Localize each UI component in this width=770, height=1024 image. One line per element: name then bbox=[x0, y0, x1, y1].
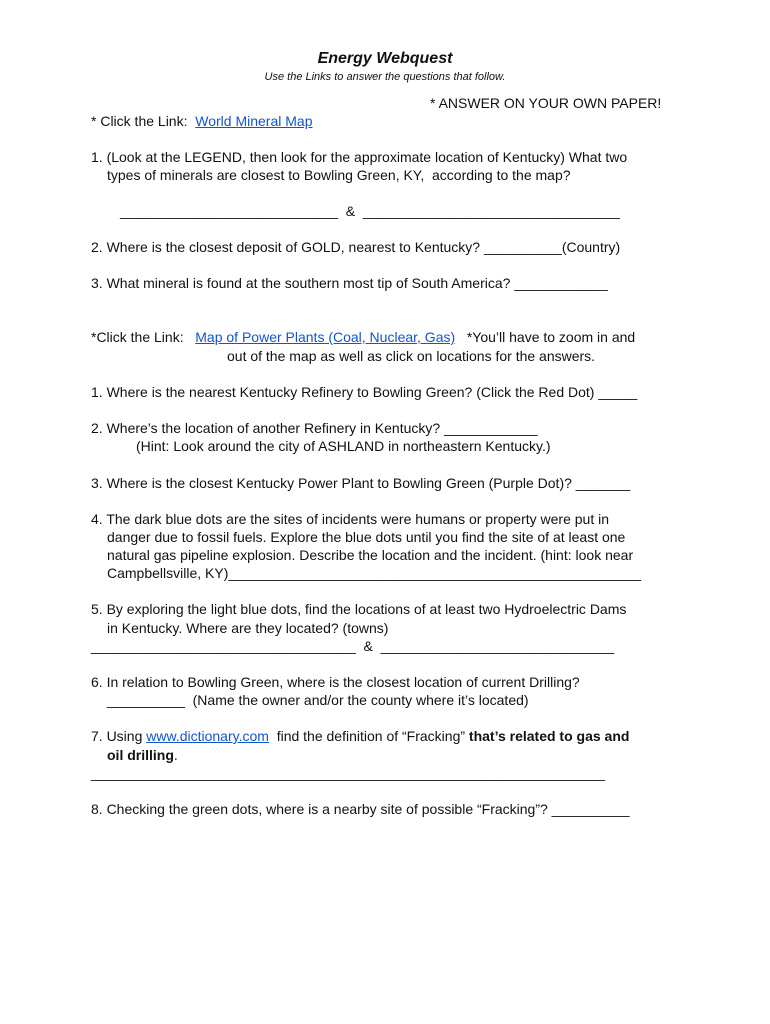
dictionary-link[interactable]: www.dictionary.com bbox=[146, 728, 269, 744]
s2-question-7-line2-bold: oil drilling bbox=[107, 747, 174, 763]
s2-question-7-line2 bbox=[107, 746, 178, 764]
s2-question-7-bold: that’s related to gas and bbox=[468, 728, 630, 744]
s1-question-1-line1: 1. (Look at the LEGEND, then look for the approximate location of Kentucky) What two bbox=[91, 149, 628, 165]
s2-question-5-line2: in Kentucky. Where are they located? (towns) bbox=[107, 620, 389, 636]
section1-link-line bbox=[91, 112, 313, 130]
s1-question-1-blanks: ____________________________ & _________________________________ bbox=[120, 203, 620, 219]
s1-question-3: 3. What mineral is found at the southern most tip of South America? ____________ bbox=[91, 275, 608, 291]
section1-link-prefix: * Click the Link: bbox=[91, 113, 196, 129]
page-subtitle: Use the Links to answer the questions that follow. bbox=[264, 71, 506, 83]
s2-question-7-blank: __________________________________________________________________ bbox=[91, 765, 605, 781]
s2-question-4-line1: 4. The dark blue dots are the sites of incidents were humans or property were put in bbox=[91, 511, 610, 527]
s2-question-7-line1 bbox=[91, 727, 629, 745]
s1-question-2: 2. Where is the closest deposit of GOLD, nearest to Kentucky? __________(Country) bbox=[91, 239, 621, 255]
s2-question-3: 3. Where is the closest Kentucky Power Plant to Bowling Green (Purple Dot)? _______ bbox=[91, 475, 631, 491]
s2-question-4-line3: natural gas pipeline explosion. Describe the location and the incident. (hint: look near bbox=[107, 547, 634, 563]
section2-link-suffix: *You’ll have to zoom in and bbox=[455, 329, 636, 345]
answer-note: * ANSWER ON YOUR OWN PAPER! bbox=[430, 95, 662, 111]
page-title: Energy Webquest bbox=[317, 50, 453, 67]
s2-question-5-blanks: __________________________________ & ______________________________ bbox=[91, 638, 615, 654]
s2-question-6-line2: __________ (Name the owner and/or the county where it’s located) bbox=[107, 692, 529, 708]
section2-link-line bbox=[91, 328, 635, 346]
s2-question-6-line1: 6. In relation to Bowling Green, where is the closest location of current Drilling? bbox=[91, 674, 580, 690]
s2-question-8: 8. Checking the green dots, where is a nearby site of possible “Fracking”? __________ bbox=[91, 801, 630, 817]
s2-question-1: 1. Where is the nearest Kentucky Refinery to Bowling Green? (Click the Red Dot) _____ bbox=[91, 384, 638, 400]
s2-question-7-line2-end: . bbox=[173, 747, 178, 763]
s2-question-7-middle: find the definition of “Fracking” bbox=[268, 728, 469, 744]
s2-question-2-hint: (Hint: Look around the city of ASHLAND in northeastern Kentucky.) bbox=[136, 438, 551, 454]
world-mineral-map-link[interactable]: World Mineral Map bbox=[195, 113, 313, 129]
s2-question-7-prefix: 7. Using bbox=[91, 728, 147, 744]
section2-link-prefix: *Click the Link: bbox=[91, 329, 196, 345]
power-plants-map-link[interactable]: Map of Power Plants (Coal, Nuclear, Gas) bbox=[195, 329, 456, 345]
s2-question-4-line4: Campbellsville, KY)_____________________________________________________ bbox=[107, 565, 642, 581]
section2-instructions-line2: out of the map as well as click on locations for the answers. bbox=[227, 348, 596, 364]
s2-question-4-line2: danger due to fossil fuels. Explore the blue dots until you find the site of at least one bbox=[107, 529, 626, 545]
s2-question-5-line1: 5. By exploring the light blue dots, find the locations of at least two Hydroelectric Dams bbox=[91, 601, 627, 617]
s1-question-1-line2: types of minerals are closest to Bowling Green, KY, according to the map? bbox=[107, 167, 571, 183]
s2-question-2-line1: 2. Where’s the location of another Refinery in Kentucky? ____________ bbox=[91, 420, 538, 436]
